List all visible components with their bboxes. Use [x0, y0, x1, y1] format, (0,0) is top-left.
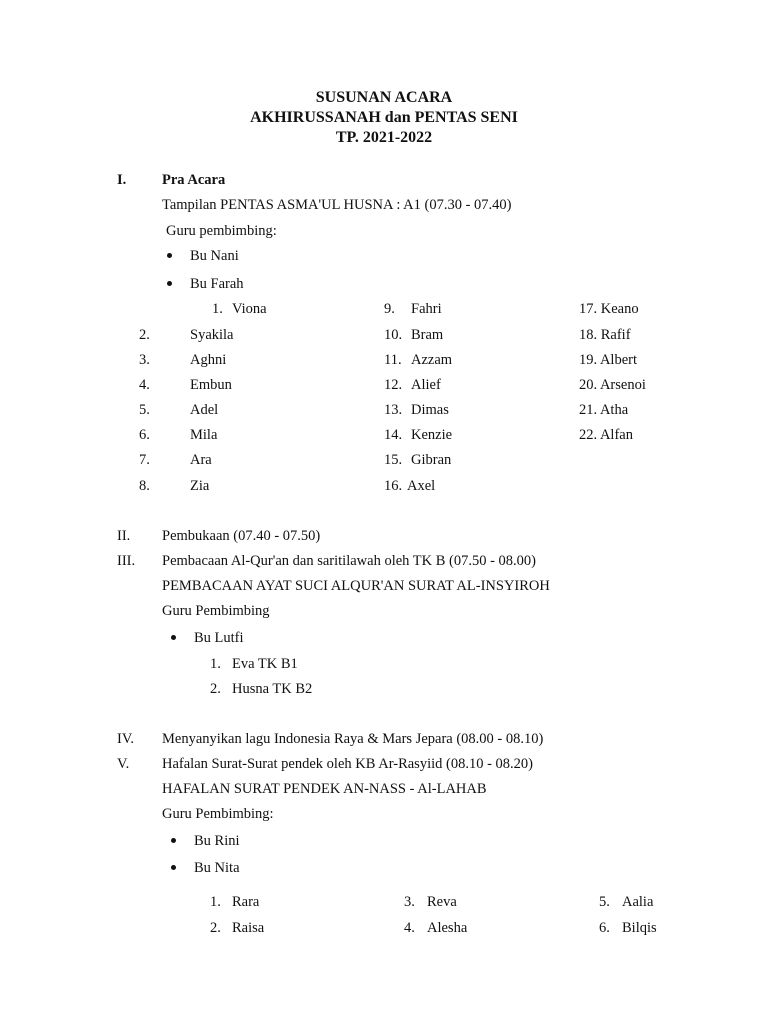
- section3-line2: PEMBACAAN AYAT SUCI ALQUR'AN SURAT AL-INSYIROH: [162, 578, 550, 594]
- section-number-5: V.: [117, 756, 130, 772]
- student-name: Aalia: [622, 894, 654, 910]
- student-number: 4.: [404, 920, 415, 936]
- student-number: 6.: [139, 427, 150, 443]
- student-number: 1.: [210, 656, 221, 672]
- section1-line1: Tampilan PENTAS ASMA'UL HUSNA : A1 (07.30 - 07.40): [162, 197, 512, 213]
- student-name: Fahri: [411, 301, 442, 317]
- student-number: 15.: [384, 452, 403, 468]
- section-text-3: Pembacaan Al-Qur'an dan saritilawah oleh TK B (07.50 - 08.00): [162, 553, 537, 569]
- student-name: Husna TK B2: [232, 681, 313, 697]
- doc-title-line2: AKHIRUSSANAH dan PENTAS SENI: [250, 109, 518, 126]
- student-name: Viona: [232, 301, 267, 317]
- student-name: Ara: [190, 452, 212, 468]
- student-item: 19. Albert: [579, 352, 637, 368]
- section-text-5: Hafalan Surat-Surat pendek oleh KB Ar-Rasyiid (08.10 - 08.20): [162, 756, 533, 772]
- student-item: 18. Rafif: [579, 327, 631, 343]
- bullet-icon: [171, 838, 176, 843]
- section3-guru-label: Guru Pembimbing: [162, 603, 270, 619]
- student-number: 9.: [384, 301, 395, 317]
- student-number: 8.: [139, 478, 150, 494]
- section-number-4: IV.: [117, 731, 135, 747]
- student-item: 17. Keano: [579, 301, 639, 317]
- student-number: 11.: [384, 352, 402, 368]
- student-name: Bilqis: [622, 920, 657, 936]
- section1-guru-label: Guru pembimbing:: [166, 223, 277, 239]
- student-number: 1.: [212, 301, 223, 317]
- teacher-item: Bu Lutfi: [194, 630, 244, 646]
- student-number: 3.: [404, 894, 415, 910]
- student-name: Gibran: [411, 452, 452, 468]
- section-number-2: II.: [117, 528, 131, 544]
- student-name: Azzam: [411, 352, 453, 368]
- bullet-icon: [171, 635, 176, 640]
- student-name: Rara: [232, 894, 260, 910]
- student-name: Kenzie: [411, 427, 453, 443]
- student-number: 5.: [139, 402, 150, 418]
- student-name: Eva TK B1: [232, 656, 298, 672]
- student-number: 10.: [384, 327, 403, 343]
- student-name: Zia: [190, 478, 210, 494]
- student-name: Reva: [427, 894, 457, 910]
- student-item: 21. Atha: [579, 402, 629, 418]
- student-name: Mila: [190, 427, 218, 443]
- student-number: 16.: [384, 478, 403, 494]
- bullet-icon: [167, 253, 172, 258]
- student-number: 4.: [139, 377, 150, 393]
- section-text-4: Menyanyikan lagu Indonesia Raya & Mars Jepara (08.00 - 08.10): [162, 731, 544, 747]
- student-number: 3.: [139, 352, 150, 368]
- student-name: Raisa: [232, 920, 265, 936]
- student-name: Adel: [190, 402, 219, 418]
- student-number: 6.: [599, 920, 610, 936]
- teacher-item: Bu Farah: [190, 276, 244, 292]
- student-name: Alesha: [427, 920, 468, 936]
- student-number: 2.: [210, 681, 221, 697]
- section-heading-1: Pra Acara: [162, 172, 226, 188]
- teacher-item: Bu Rini: [194, 833, 240, 849]
- student-name: Axel: [407, 478, 436, 494]
- student-number: 2.: [210, 920, 221, 936]
- student-name: Bram: [411, 327, 444, 343]
- student-number: 5.: [599, 894, 610, 910]
- doc-title-line1: SUSUNAN ACARA: [315, 89, 453, 106]
- student-item: 20. Arsenoi: [579, 377, 646, 393]
- student-number: 12.: [384, 377, 403, 393]
- bullet-icon: [167, 281, 172, 286]
- section5-guru-label: Guru Pembimbing:: [162, 806, 274, 822]
- student-number: 7.: [139, 452, 150, 468]
- section-number-1: I.: [117, 172, 127, 188]
- section5-line2: HAFALAN SURAT PENDEK AN-NASS - Al-LAHAB: [162, 781, 487, 797]
- student-name: Alief: [411, 377, 441, 393]
- student-number: 13.: [384, 402, 403, 418]
- student-name: Dimas: [411, 402, 449, 418]
- bullet-icon: [171, 865, 176, 870]
- student-number: 1.: [210, 894, 221, 910]
- student-name: Embun: [190, 377, 232, 393]
- section-text-2: Pembukaan (07.40 - 07.50): [162, 528, 321, 544]
- student-name: Aghni: [190, 352, 227, 368]
- section-number-3: III.: [117, 553, 136, 569]
- teacher-item: Bu Nita: [194, 860, 240, 876]
- student-name: Syakila: [190, 327, 234, 343]
- doc-title-line3: TP. 2021-2022: [335, 129, 433, 146]
- teacher-item: Bu Nani: [190, 248, 239, 264]
- student-number: 14.: [384, 427, 403, 443]
- student-item: 22. Alfan: [579, 427, 633, 443]
- student-number: 2.: [139, 327, 150, 343]
